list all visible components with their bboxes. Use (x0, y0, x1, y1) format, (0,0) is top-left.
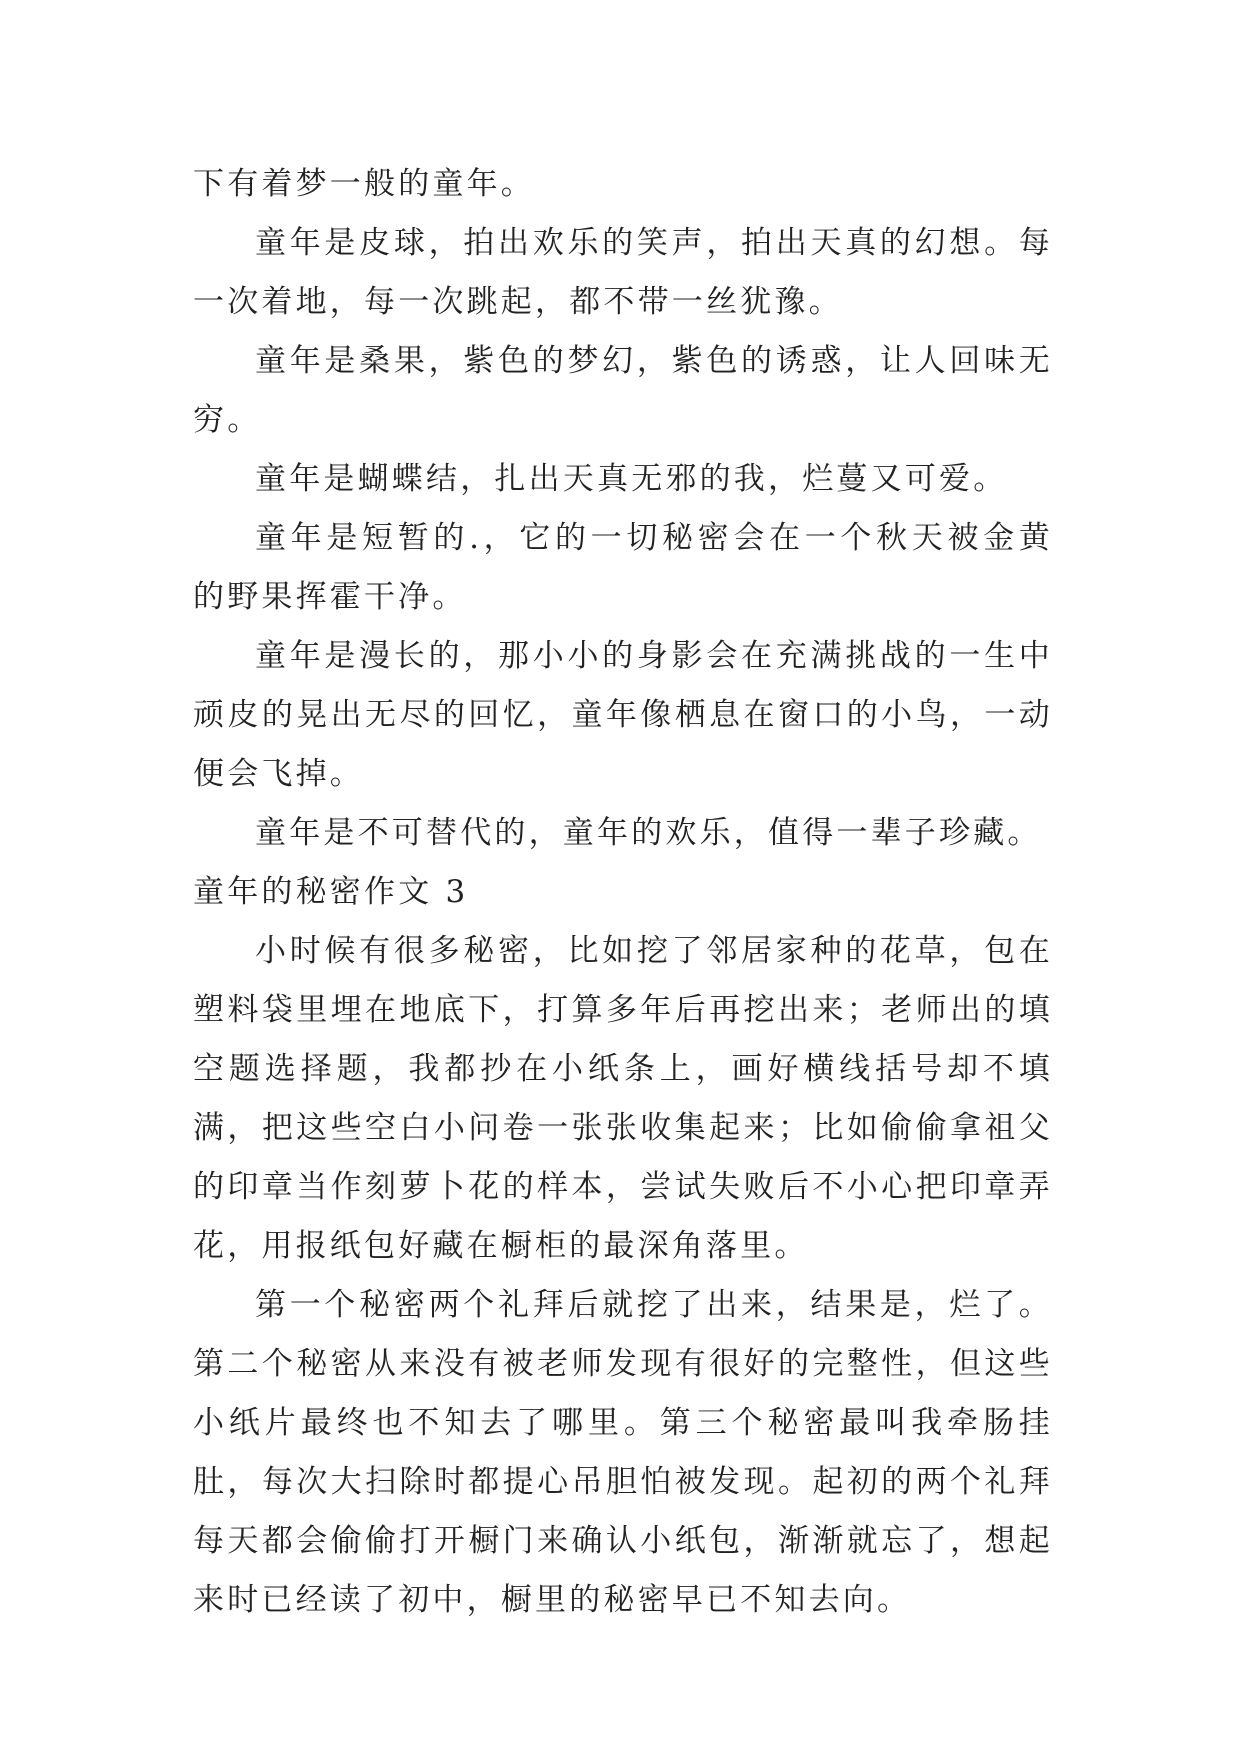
paragraph: 童年是蝴蝶结，扎出天真无邪的我，烂蔓又可爱。 (255, 461, 1008, 497)
paragraph: 童年是皮球，拍出欢乐的笑声，拍出天真的幻想。每一次着地，每一次跳起，都不带一丝犹豫。 (193, 225, 1053, 320)
paragraph: 第一个秘密两个礼拜后就挖了出来，结果是，烂了。第二个秘密从来没有被老师发现有很好的完整性，但这些小纸片最终也不知去了哪里。第三个秘密最叫我牵肠挂肚，每次大扫除时都提心吊胆怕被发现。起初的两个礼拜每天都会偷偷打开橱门来确认小纸包，渐渐就忘了，想起来时已经读了初中，橱里的秘密早已不知去向。 (193, 1287, 1053, 1618)
paragraph-continuation: 下有着梦一般的童年。 (193, 166, 535, 202)
section-title: 童年的秘密作文 3 (193, 874, 469, 910)
document-page (193, 155, 1053, 1630)
paragraph: 童年是短暂的.，它的一切秘密会在一个秋天被金黄的野果挥霍干净。 (193, 520, 1053, 615)
paragraph: 小时候有很多秘密，比如挖了邻居家种的花草，包在塑料袋里埋在地底下，打算多年后再挖出来；老师出的填空题选择题，我都抄在小纸条上，画好横线括号却不填满，把这些空白小问卷一张张收集起来；比如偷偷拿祖父的印章当作刻萝卜花的样本，尝试失败后不小心把印章弄花，用报纸包好藏在橱柜的最深角落里。 (193, 933, 1053, 1264)
paragraph: 童年是不可替代的，童年的欢乐，值得一辈子珍藏。 (255, 815, 1042, 851)
paragraph: 童年是漫长的，那小小的身影会在充满挑战的一生中顽皮的晃出无尽的回忆，童年像栖息在窗口的小鸟，一动便会飞掉。 (193, 638, 1053, 792)
paragraph: 童年是桑果，紫色的梦幻，紫色的诱惑，让人回味无穷。 (193, 343, 1053, 438)
